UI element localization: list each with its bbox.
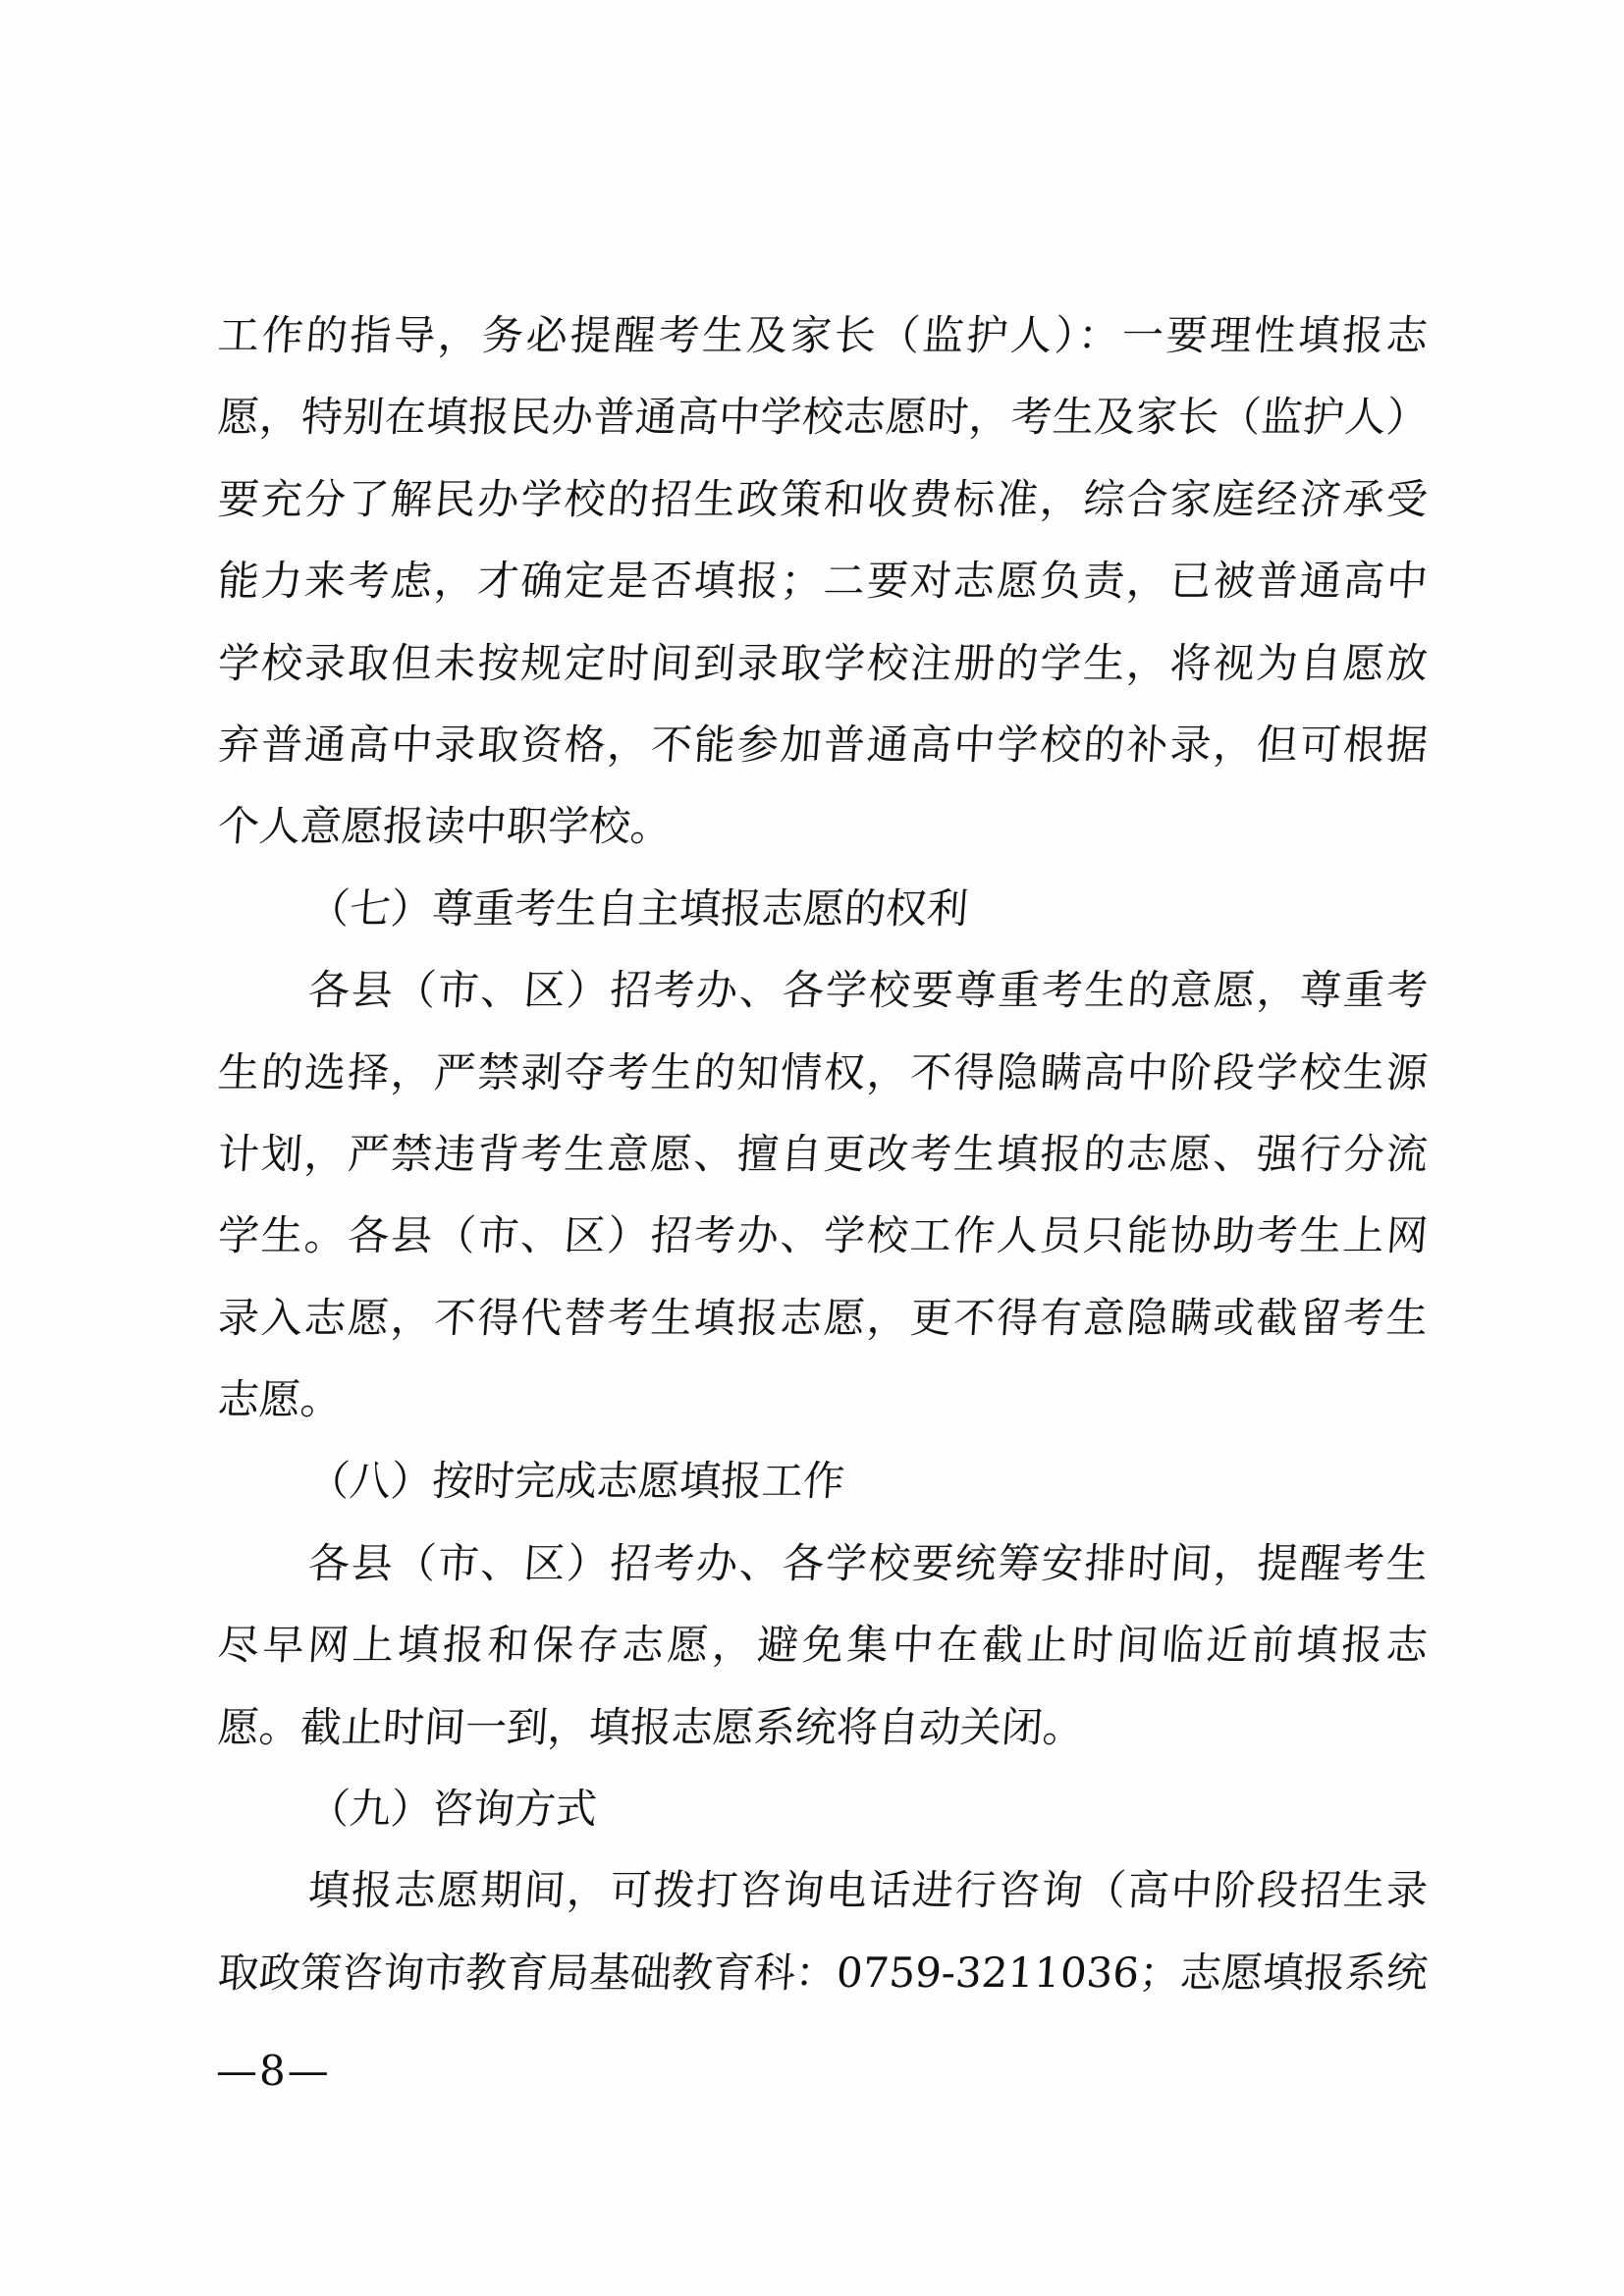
document-line: 志愿。 — [216, 1375, 344, 1424]
document-line: 能力来考虑，才确定是否填报；二要对志愿负责，已被普通高中 — [216, 557, 1430, 606]
document-line: 学校录取但未按规定时间到录取学校注册的学生，将视为自愿放 — [216, 638, 1430, 687]
document-line: 要充分了解民办学校的招生政策和收费标准，综合家庭经济承受 — [216, 474, 1430, 523]
document-line: 尽早网上填报和保存志愿，避免集中在截止时间临近前填报志 — [216, 1621, 1430, 1670]
document-line: 愿，特别在填报民办普通高中学校志愿时，考生及家长（监护人） — [216, 393, 1430, 442]
document-line: 生的选择，严禁剥夺考生的知情权，不得隐瞒高中阶段学校生源 — [216, 1047, 1430, 1096]
document-line: 学生。各县（市、区）招考办、学校工作人员只能协助考生上网 — [216, 1211, 1430, 1260]
document-line: 各县（市、区）招考办、各学校要尊重考生的意愿，尊重考 — [306, 966, 1430, 1015]
document-line: 填报志愿期间，可拨打咨询电话进行咨询（高中阶段招生录 — [306, 1866, 1430, 1915]
document-line: 各县（市、区）招考办、各学校要统筹安排时间，提醒考生 — [306, 1538, 1430, 1587]
page-number: —8— — [216, 2047, 331, 2095]
document-line: 计划，严禁违背考生意愿、擅自更改考生填报的志愿、强行分流 — [216, 1129, 1430, 1178]
document-line: 个人意愿报读中职学校。 — [216, 802, 674, 851]
section-heading: （九）咨询方式 — [306, 1785, 599, 1834]
section-heading: （七）尊重考生自主填报志愿的权利 — [306, 883, 970, 933]
document-line: 工作的指导，务必提醒考生及家长（监护人）：一要理性填报志 — [216, 311, 1430, 359]
section-heading: （八）按时完成志愿填报工作 — [306, 1457, 846, 1506]
document-line: 愿。截止时间一到，填报志愿系统将自动关闭。 — [216, 1702, 1086, 1751]
document-line: 取政策咨询市教育局基础教育科：0759-3211036；志愿填报系统 — [216, 1948, 1430, 1997]
document-line: 弃普通高中录取资格，不能参加普通高中学校的补录，但可根据 — [216, 720, 1430, 769]
document-line: 录入志愿，不得代替考生填报志愿，更不得有意隐瞒或截留考生 — [216, 1293, 1430, 1342]
document-body — [218, 294, 1428, 2013]
